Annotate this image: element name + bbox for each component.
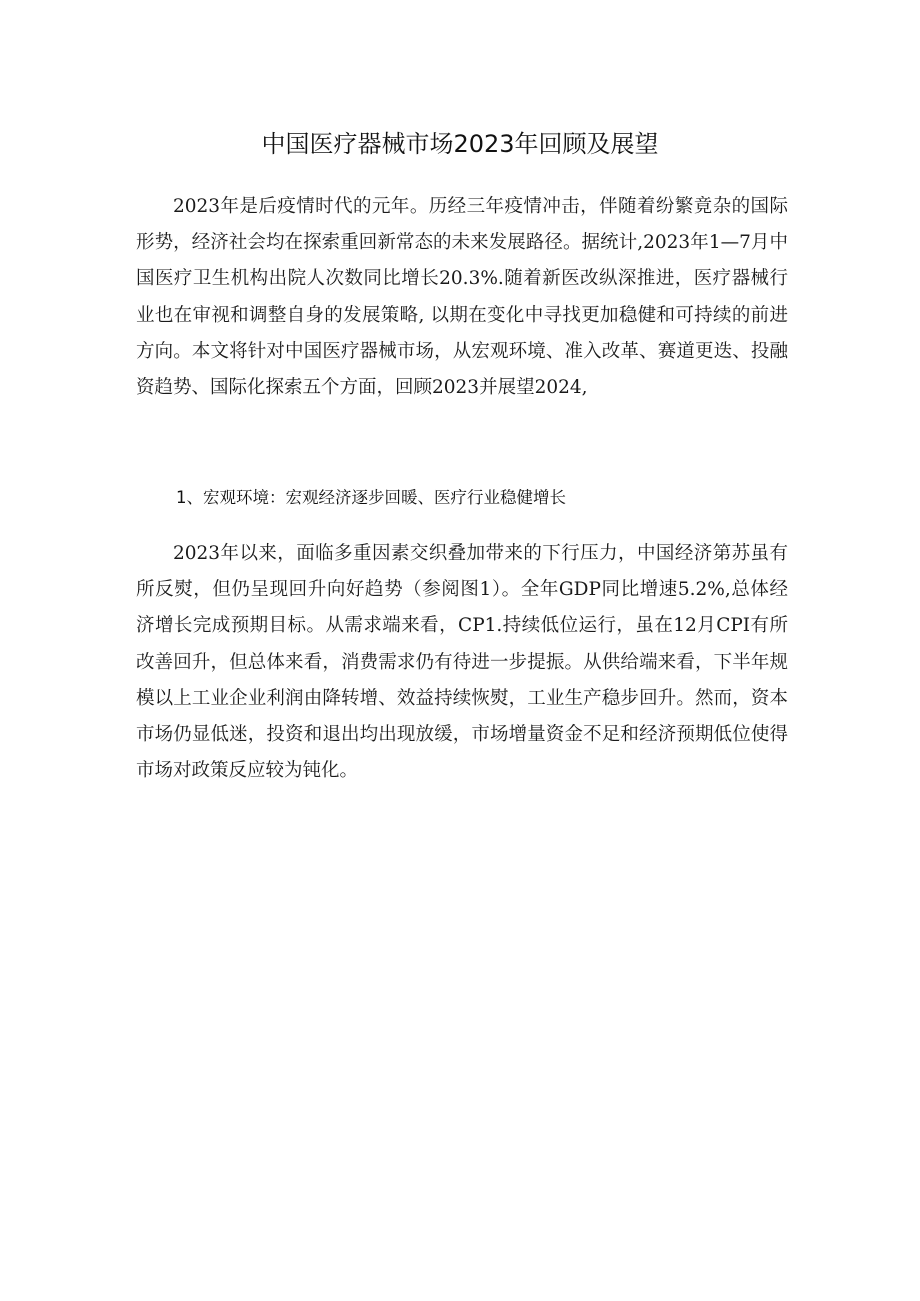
- section-1-heading: 1、宏观环境：宏观经济逐步回暖、医疗行业稳健增长: [176, 488, 566, 507]
- document-title: 中国医疗器械市场2023年回顾及展望: [261, 130, 659, 158]
- intro-paragraph: 2023年是后疫情时代的元年。历经三年疫情冲击，伴随着纷繁竟杂的国际形势，经济社会均在探索重回新常态的未来发展路径。据统计,2023年1—7月中国医疗卫生机构出院人次数同比增长20.3%.随着新医改纵深推进，医疗器械行业也在审视和调整自身的发展策略, 以期在变化中寻找更加稳健和可持续的前进方向。本文将针对中国医疗器械市场，从宏观环境、准入改革、赛道更迭、投融资趋势、国际化探索五个方面，回顾2023并展望2024,: [136, 196, 788, 399]
- section-1-paragraph: 2023年以来，面临多重因素交织叠加带来的下行压力，中国经济第苏虽有所反熨，但仍呈现回升向好趋势（参阅图1）。全年GDP同比增速5.2%,总体经济增长完成预期目标。从需求端来看，CP1.持续低位运行，虽在12月CPI有所改善回升，但总体来看，消费需求仍有待进一步提振。从供给端来看，下半年规模以上工业企业利润由降转增、效益持续恢熨，工业生产稳步回升。然而，资本市场仍显低迷，投资和退出均出现放缓，市场增量资金不足和经济预期低位使得市场对政策反应较为钝化。: [136, 543, 788, 782]
